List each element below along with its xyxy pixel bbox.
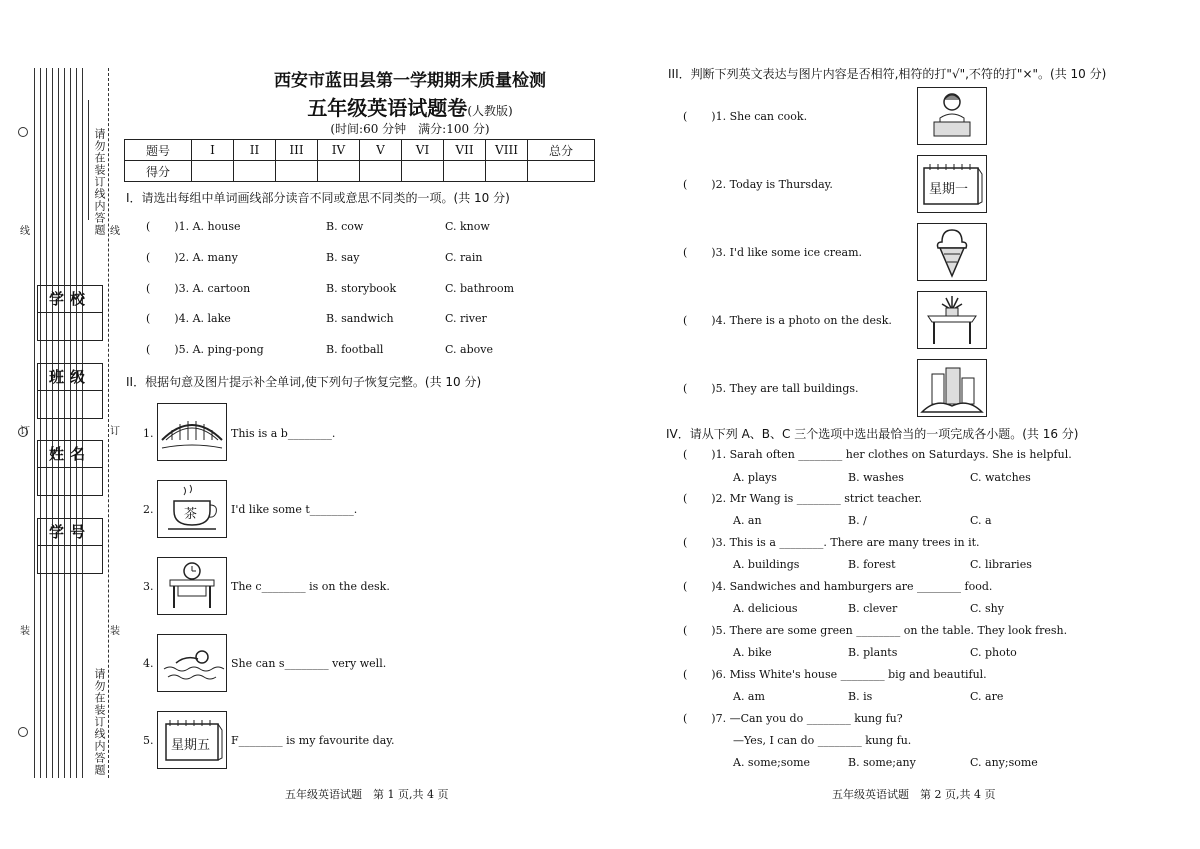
option-c: C. photo [970,646,1017,659]
option-b: B. cow [326,220,364,233]
mark-line: 线 [110,226,120,237]
question-text: )1. Sarah often ________ her clothes on Saturdays. She is helpful. [711,448,1072,461]
option-c: C. river [445,312,487,325]
mark-line: 线 [20,226,30,237]
option-a: A. delicious [733,602,798,615]
section3-heading: III．判断下列英文表达与图片内容是否相符,相符的打"√",不符的打"×"。(共 10 分) [668,67,1107,81]
option-a: A. an [733,514,762,527]
calendar-text: 星期五 [171,738,211,753]
item-number: )2. A. [174,251,208,264]
question-text: )3. This is a ________. There are many trees in it. [711,536,980,549]
section3-item: ( )4. There is a photo on the desk. [683,314,892,327]
section3-item: ( )3. I'd like some ice cream. [683,246,862,259]
score-table-header-row [125,140,595,161]
section1-item: ( )4. A. lake [146,312,231,325]
score-cell: VII [444,140,486,161]
binding-line [82,68,83,778]
buildings-picture [917,359,987,417]
sentence: I'd like some t________. [231,503,358,516]
score-cell: VI [402,140,444,161]
exam-title [120,92,700,121]
option-a: house [207,220,241,233]
score-table [124,139,595,182]
section1-item: ( )2. A. many [146,251,238,264]
plant-desk-picture [917,291,987,349]
statement: )2. Today is Thursday. [711,178,833,191]
option-a: A. buildings [733,558,800,571]
score-input[interactable] [234,161,276,182]
score-input[interactable] [528,161,595,182]
swimming-picture [157,634,227,692]
section4-heading: IV．请从下列 A、B、C 三个选项中选出最恰当的一项完成各小题。(共 16 分) [666,427,1079,441]
question-text-line2: —Yes, I can do ________ kung fu. [733,734,912,747]
item-number: )3. A. [174,282,208,295]
clock-desk-picture [157,557,227,615]
option-c: C. bathroom [445,282,515,295]
binding-line [40,68,41,778]
score-input[interactable] [276,161,318,182]
section1-item: ( )1. A. house [146,220,241,233]
item-number: )1. A. [174,220,208,233]
cut-line [108,68,109,778]
binding-line [58,68,59,778]
binding-note-bottom: 请勿在装订线内答题 [93,668,106,776]
tea-picture [157,480,227,538]
calendar-text: 星期一 [929,182,969,197]
score-cell: 得分 [125,161,192,182]
binding-line [46,68,47,778]
option-b: B. some;any [848,756,916,769]
name-field[interactable] [37,440,103,496]
mark-seal: 装 [20,626,30,637]
school-label: 学校 [38,286,102,313]
option-a: many [207,251,238,264]
binding-line [70,68,71,778]
option-a: cartoon [207,282,251,295]
cooking-picture [917,87,987,145]
statement: )3. I'd like some ice cream. [711,246,862,259]
binding-note-top: 请勿在装订线内答题 [93,128,106,236]
option-a: A. some;some [733,756,811,769]
option-c: C. libraries [970,558,1032,571]
score-input[interactable] [192,161,234,182]
binding-hole [18,727,28,737]
statement: )1. She can cook. [711,110,808,123]
buildings-icon [918,360,986,416]
page-footer-left: 五年级英语试题 第 1 页,共 4 页 [285,788,449,801]
edition-label: (人教版) [467,104,513,118]
option-a: A. bike [733,646,772,659]
option-b: B. plants [848,646,898,659]
option-c: C. rain [445,251,483,264]
option-c: C. are [970,690,1004,703]
ice-cream-picture [917,223,987,281]
sentence: The c________ is on the desk. [231,580,390,593]
class-field[interactable] [37,363,103,419]
exam-header: 西安市蓝田县第一学期期末质量检测 [274,71,546,91]
section4-question: ( )1. Sarah often ________ her clothes on Saturdays. She is helpful. [683,448,1072,461]
statement: )4. There is a photo on the desk. [711,314,892,327]
exam-time-score: (时间:60 分钟 满分:100 分) [330,122,490,136]
plant-on-desk-icon [918,292,986,348]
calendar-picture [157,711,227,769]
score-input[interactable] [402,161,444,182]
option-b: B. forest [848,558,896,571]
option-b: B. clever [848,602,898,615]
option-a: A. am [733,690,765,703]
swimmer-icon [158,635,226,691]
exam-title-text: 五年级英语试题卷 [307,96,468,120]
section4-question: ( )3. This is a ________. There are many trees in it. [683,536,980,549]
clock-on-desk-icon [158,558,226,614]
girl-cooking-icon [918,88,986,144]
sentence: F________ is my favourite day. [231,734,395,747]
class-label: 班级 [38,364,102,391]
score-cell: I [192,140,234,161]
option-a: ping-pong [207,343,264,356]
binding-margin [0,0,120,849]
option-a: lake [207,312,231,325]
mark-binding: 订 [20,426,30,437]
section3-item: ( )2. Today is Thursday. [683,178,833,191]
item-number: 2. [143,503,154,516]
section4-question: ( )6. Miss White's house ________ big and beautiful. [683,668,987,681]
binding-line [34,68,35,778]
binding-line [76,68,77,778]
sentence: She can s________ very well. [231,657,387,670]
score-cell: II [234,140,276,161]
option-b: B. storybook [326,282,397,295]
score-cell: VIII [486,140,528,161]
section3-item: ( )1. She can cook. [683,110,808,123]
score-input[interactable] [318,161,360,182]
section2-heading: II．根据句意及图片提示补全单词,使下列句子恢复完整。(共 10 分) [126,375,482,389]
option-a: A. plays [733,471,777,484]
page-footer-right: 五年级英语试题 第 2 页,共 4 页 [832,788,996,801]
student-number-label: 学号 [38,519,102,546]
binding-line [64,68,65,778]
item-number: )5. A. [174,343,208,356]
question-text: )2. Mr Wang is ________ strict teacher. [711,492,922,505]
student-number-field[interactable] [37,518,103,574]
binding-line [88,100,89,220]
section4-question: ( )2. Mr Wang is ________ strict teacher. [683,492,922,505]
option-b: B. is [848,690,873,703]
score-input[interactable] [486,161,528,182]
question-text: )6. Miss White's house ________ big and beautiful. [711,668,987,681]
bridge-icon [158,404,226,460]
section1-item: ( )5. A. ping-pong [146,343,264,356]
binding-line [52,68,53,778]
option-c: C. shy [970,602,1004,615]
option-b: B. sandwich [326,312,394,325]
calendar-picture [917,155,987,213]
question-text: )5. There are some green ________ on the table. They look fresh. [711,624,1068,637]
option-c: C. above [445,343,493,356]
section1-heading: I．请选出每组中单词画线部分读音不同或意思不同类的一项。(共 10 分) [126,191,510,205]
section3-item: ( )5. They are tall buildings. [683,382,859,395]
sentence: This is a b________. [231,427,336,440]
tea-character: 茶 [184,507,198,522]
score-cell: 题号 [125,140,192,161]
item-number: 1. [143,427,154,440]
section1-item: ( )3. A. cartoon [146,282,251,295]
section4-question: ( )7. —Can you do ________ kung fu? [683,712,903,725]
mark-binding: 订 [110,426,120,437]
item-number: 3. [143,580,154,593]
statement: )5. They are tall buildings. [711,382,859,395]
score-table-score-row [125,161,595,182]
score-cell: IV [318,140,360,161]
section4-question: ( )4. Sandwiches and hamburgers are ________ food. [683,580,993,593]
score-input[interactable] [360,161,402,182]
ice-cream-icon [918,224,986,280]
binding-hole [18,127,28,137]
section4-question: ( )5. There are some green ________ on the table. They look fresh. [683,624,1068,637]
name-label: 姓名 [38,441,102,468]
mark-seal: 装 [110,626,120,637]
score-cell: V [360,140,402,161]
item-number: )4. A. [174,312,208,325]
score-input[interactable] [444,161,486,182]
question-text: )4. Sandwiches and hamburgers are ________ food. [711,580,993,593]
option-c: C. any;some [970,756,1038,769]
option-b: B. / [848,514,867,527]
option-b: B. say [326,251,360,264]
item-number: 5. [143,734,154,747]
option-c: C. watches [970,471,1031,484]
bridge-picture [157,403,227,461]
score-cell: 总分 [528,140,595,161]
option-b: B. washes [848,471,904,484]
school-field[interactable] [37,285,103,341]
option-c: C. a [970,514,992,527]
option-c: C. know [445,220,490,233]
option-b: B. football [326,343,384,356]
item-number: 4. [143,657,154,670]
question-text: )7. —Can you do ________ kung fu? [711,712,903,725]
score-cell: III [276,140,318,161]
